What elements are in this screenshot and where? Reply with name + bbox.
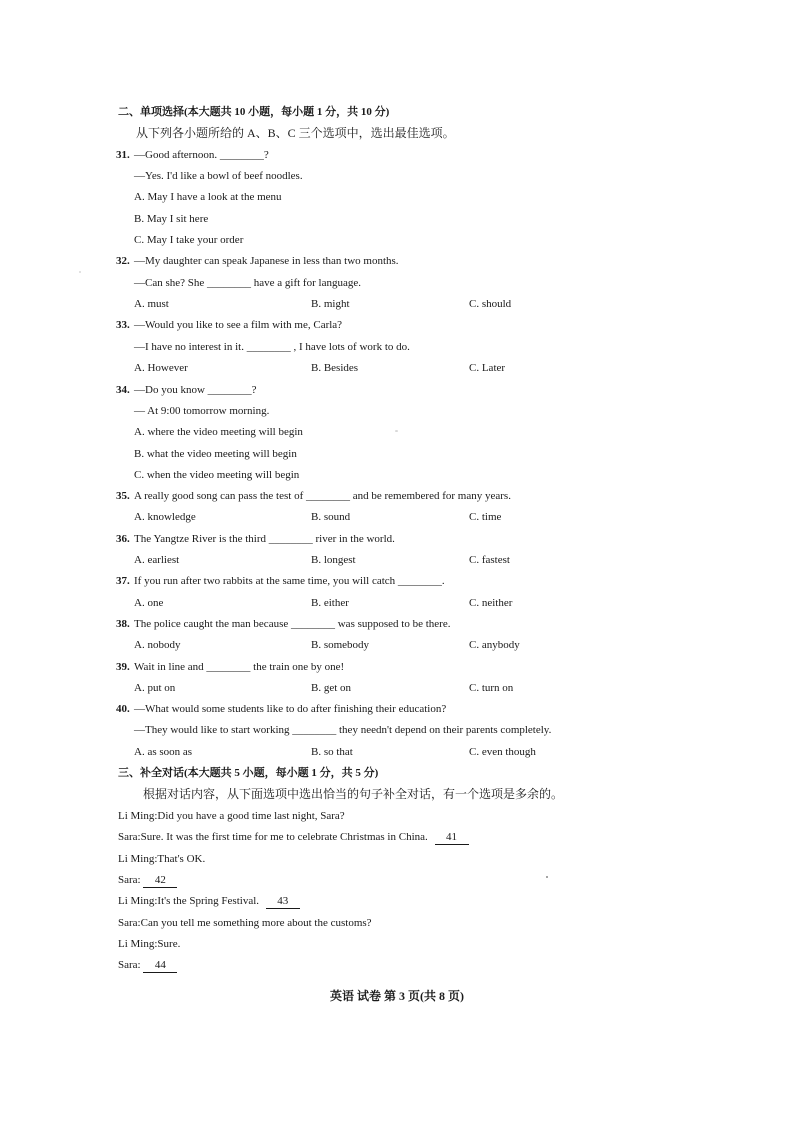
scan-speck	[546, 876, 548, 878]
question-32-line-2: —Can she? She ________ have a gift for language.	[134, 277, 361, 289]
question-36-option-b: B. longest	[311, 554, 356, 566]
question-35-line-1: A really good song can pass the test of ________ and be remembered for many years.	[134, 490, 511, 502]
question-33-line-2: —I have no interest in it. ________ , I have lots of work to do.	[134, 341, 410, 353]
question-31-line-2: —Yes. I'd like a bowl of beef noodles.	[134, 170, 303, 182]
dialog-line-5-text: Li Ming:It's the Spring Festival.	[118, 895, 260, 907]
question-37-option-b: B. either	[311, 597, 349, 609]
question-35-number: 35.	[116, 490, 130, 502]
question-32-option-c: C. should	[469, 298, 512, 310]
dialog-line-4-speaker: Sara:	[118, 874, 141, 886]
question-40-option-b: B. so that	[311, 746, 353, 758]
question-34-line-2: — At 9:00 tomorrow morning.	[134, 405, 270, 417]
question-37-option-c: C. neither	[469, 597, 513, 609]
question-38-line-1: The police caught the man because ________ was supposed to be there.	[134, 618, 451, 630]
question-38-option-a: A. nobody	[134, 639, 181, 651]
question-36-number: 36.	[116, 533, 130, 545]
question-32-option-b: B. might	[311, 298, 350, 310]
question-40-number: 40.	[116, 703, 130, 715]
question-31-option-c: C. May I take your order	[134, 234, 244, 246]
question-34-option-a: A. where the video meeting will begin	[134, 426, 303, 438]
question-37-number: 37.	[116, 575, 130, 587]
question-35-option-c: C. time	[469, 511, 502, 523]
blank-44: 44	[143, 958, 177, 973]
question-36-line-1: The Yangtze River is the third ________ river in the world.	[134, 533, 395, 545]
dialog-line-8-speaker: Sara:	[118, 959, 141, 971]
dialog-line-2	[118, 830, 469, 845]
question-35-option-a: A. knowledge	[134, 511, 196, 523]
question-40-line-2: —They would like to start working ________ they needn't depend on their parents completely.	[134, 724, 552, 736]
question-34-option-c: C. when the video meeting will begin	[134, 469, 300, 481]
question-38-option-b: B. somebody	[311, 639, 370, 651]
question-35-option-b: B. sound	[311, 511, 351, 523]
section-2-instruction: 从下列各小题所给的 A、B、C 三个选项中，选出最佳选项。	[136, 126, 455, 140]
question-31-option-a: A. May I have a look at the menu	[134, 191, 282, 203]
scan-speck	[79, 271, 81, 273]
question-38-option-c: C. anybody	[469, 639, 520, 651]
question-36-option-c: C. fastest	[469, 554, 510, 566]
question-39-option-c: C. turn on	[469, 682, 514, 694]
page-footer: 英语 试卷 第 3 页(共 8 页)	[330, 989, 464, 1003]
blank-41: 41	[435, 830, 469, 845]
question-33-option-b: B. Besides	[311, 362, 359, 374]
question-34-line-1: —Do you know ________?	[134, 384, 257, 396]
question-32-option-a: A. must	[134, 298, 169, 310]
question-34-number: 34.	[116, 384, 130, 396]
question-33-option-a: A. However	[134, 362, 188, 374]
section-3-instruction: 根据对话内容，从下面选项中选出恰当的句子补全对话，有一个选项是多余的。	[143, 787, 564, 801]
dialog-line-8	[118, 958, 177, 973]
section-2-heading: 二、单项选择(本大题共 10 小题，每小题 1 分，共 10 分)	[118, 106, 390, 118]
question-33-number: 33.	[116, 319, 130, 331]
question-39-option-b: B. get on	[311, 682, 352, 694]
question-31-option-b: B. May I sit here	[134, 213, 209, 225]
blank-42: 42	[143, 873, 177, 888]
question-33-line-1: —Would you like to see a film with me, Carla?	[134, 319, 343, 331]
question-32-line-1: —My daughter can speak Japanese in less than two months.	[134, 255, 399, 267]
dialog-line-5	[118, 894, 300, 909]
section-3-heading: 三、补全对话(本大题共 5 小题，每小题 1 分，共 5 分)	[118, 767, 379, 779]
question-32-number: 32.	[116, 255, 130, 267]
question-33-option-c: C. Later	[469, 362, 506, 374]
dialog-line-3: Li Ming:That's OK.	[118, 853, 206, 865]
dialog-line-7: Li Ming:Sure.	[118, 938, 181, 950]
dialog-line-1: Li Ming:Did you have a good time last night, Sara?	[118, 810, 345, 822]
dialog-line-6: Sara:Can you tell me something more about the customs?	[118, 917, 372, 929]
question-39-line-1: Wait in line and ________ the train one by one!	[134, 661, 345, 673]
question-36-option-a: A. earliest	[134, 554, 180, 566]
question-37-option-a: A. one	[134, 597, 164, 609]
scan-speck	[395, 430, 398, 432]
question-39-number: 39.	[116, 661, 130, 673]
question-39-option-a: A. put on	[134, 682, 176, 694]
dialog-line-2-text: Sara:Sure. It was the first time for me to celebrate Christmas in China.	[118, 831, 428, 843]
blank-43: 43	[266, 894, 300, 909]
question-40-line-1: —What would some students like to do after finishing their education?	[134, 703, 447, 715]
dialog-line-4	[118, 873, 177, 888]
question-31-line-1: —Good afternoon. ________?	[134, 149, 269, 161]
question-38-number: 38.	[116, 618, 130, 630]
question-34-option-b: B. what the video meeting will begin	[134, 448, 297, 460]
question-37-line-1: If you run after two rabbits at the same time, you will catch ________.	[134, 575, 445, 587]
question-31-number: 31.	[116, 149, 130, 161]
question-40-option-c: C. even though	[469, 746, 536, 758]
question-40-option-a: A. as soon as	[134, 746, 193, 758]
